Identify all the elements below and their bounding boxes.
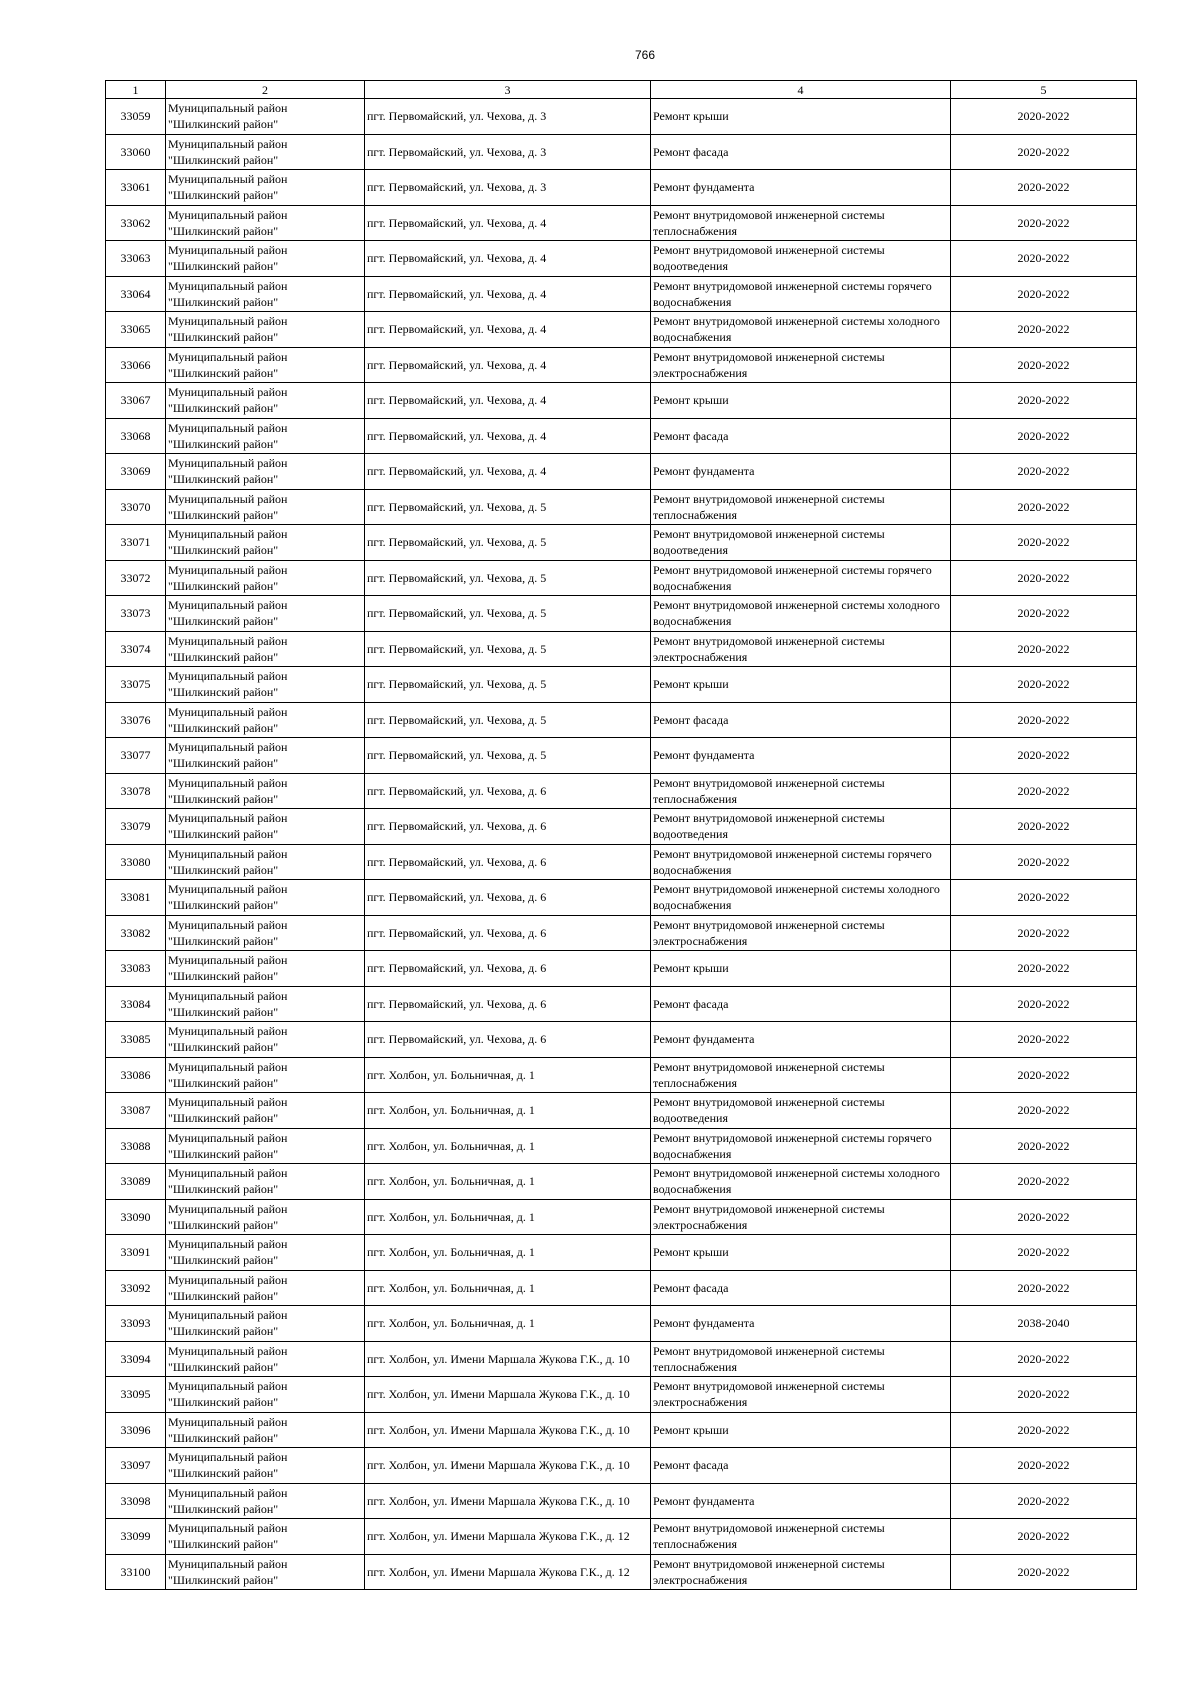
work-type-cell: Ремонт крыши [651,1412,951,1448]
table-row [106,1483,1137,1519]
work-type-cell: Ремонт внутридомовой инженерной системы водоотведения [651,241,951,277]
table-row [106,312,1137,348]
address-cell: пгт. Первомайский, ул. Чехова, д. 5 [365,667,651,703]
work-type-cell: Ремонт внутридомовой инженерной системы электроснабжения [651,1554,951,1590]
row-number: 33093 [106,1306,166,1342]
work-type-cell: Ремонт крыши [651,99,951,135]
address-cell: пгт. Холбон, ул. Имени Маршала Жукова Г.К., д. 10 [365,1483,651,1519]
term-cell: 2020-2022 [951,986,1137,1022]
work-type-cell: Ремонт внутридомовой инженерной системы электроснабжения [651,1377,951,1413]
header-row [106,81,1137,99]
work-type-cell: Ремонт внутридомовой инженерной системы теплоснабжения [651,1057,951,1093]
table-row [106,809,1137,845]
row-number: 33077 [106,738,166,774]
term-cell: 2020-2022 [951,1519,1137,1555]
address-cell: пгт. Холбон, ул. Имени Маршала Жукова Г.К., д. 10 [365,1448,651,1484]
row-number: 33095 [106,1377,166,1413]
term-cell: 2038-2040 [951,1306,1137,1342]
term-cell: 2020-2022 [951,1057,1137,1093]
row-number: 33059 [106,99,166,135]
address-cell: пгт. Первомайский, ул. Чехова, д. 5 [365,596,651,632]
address-cell: пгт. Первомайский, ул. Чехова, д. 6 [365,809,651,845]
address-cell: пгт. Холбон, ул. Больничная, д. 1 [365,1235,651,1271]
row-number: 33086 [106,1057,166,1093]
table-body [106,99,1137,1590]
term-cell: 2020-2022 [951,1341,1137,1377]
work-type-cell: Ремонт фасада [651,702,951,738]
row-number: 33076 [106,702,166,738]
column-header-1: 1 [106,81,166,99]
municipality-cell: Муниципальный район "Шилкинский район" [166,1341,365,1377]
term-cell: 2020-2022 [951,915,1137,951]
municipality-cell: Муниципальный район "Шилкинский район" [166,170,365,206]
work-type-cell: Ремонт крыши [651,383,951,419]
row-number: 33063 [106,241,166,277]
work-type-cell: Ремонт внутридомовой инженерной системы электроснабжения [651,347,951,383]
municipality-cell: Муниципальный район "Шилкинский район" [166,454,365,490]
table-row [106,1519,1137,1555]
term-cell: 2020-2022 [951,880,1137,916]
term-cell: 2020-2022 [951,489,1137,525]
address-cell: пгт. Первомайский, ул. Чехова, д. 5 [365,560,651,596]
row-number: 33074 [106,631,166,667]
work-type-cell: Ремонт крыши [651,951,951,987]
municipality-cell: Муниципальный район "Шилкинский район" [166,1128,365,1164]
row-number: 33097 [106,1448,166,1484]
municipality-cell: Муниципальный район "Шилкинский район" [166,1519,365,1555]
municipality-cell: Муниципальный район "Шилкинский район" [166,418,365,454]
table-row [106,1057,1137,1093]
term-cell: 2020-2022 [951,1554,1137,1590]
address-cell: пгт. Первомайский, ул. Чехова, д. 5 [365,702,651,738]
row-number: 33096 [106,1412,166,1448]
table-row [106,276,1137,312]
row-number: 33067 [106,383,166,419]
address-cell: пгт. Холбон, ул. Больничная, д. 1 [365,1199,651,1235]
municipality-cell: Муниципальный район "Шилкинский район" [166,134,365,170]
term-cell: 2020-2022 [951,241,1137,277]
term-cell: 2020-2022 [951,1448,1137,1484]
table-row [106,383,1137,419]
municipality-cell: Муниципальный район "Шилкинский район" [166,525,365,561]
table-row [106,134,1137,170]
row-number: 33072 [106,560,166,596]
row-number: 33091 [106,1235,166,1271]
row-number: 33079 [106,809,166,845]
work-type-cell: Ремонт внутридомовой инженерной системы электроснабжения [651,915,951,951]
table-row [106,418,1137,454]
row-number: 33092 [106,1270,166,1306]
term-cell: 2020-2022 [951,844,1137,880]
term-cell: 2020-2022 [951,1093,1137,1129]
table-row [106,596,1137,632]
term-cell: 2020-2022 [951,1377,1137,1413]
row-number: 33064 [106,276,166,312]
row-number: 33060 [106,134,166,170]
table-row [106,1448,1137,1484]
row-number: 33078 [106,773,166,809]
municipality-cell: Муниципальный район "Шилкинский район" [166,1448,365,1484]
work-type-cell: Ремонт фасада [651,134,951,170]
table-row [106,241,1137,277]
work-type-cell: Ремонт внутридомовой инженерной системы горячего водоснабжения [651,1128,951,1164]
work-type-cell: Ремонт крыши [651,1235,951,1271]
row-number: 33061 [106,170,166,206]
term-cell: 2020-2022 [951,560,1137,596]
address-cell: пгт. Первомайский, ул. Чехова, д. 6 [365,773,651,809]
address-cell: пгт. Холбон, ул. Имени Маршала Жукова Г.К., д. 10 [365,1377,651,1413]
address-cell: пгт. Первомайский, ул. Чехова, д. 6 [365,880,651,916]
table-row [106,986,1137,1022]
term-cell: 2020-2022 [951,702,1137,738]
address-cell: пгт. Первомайский, ул. Чехова, д. 5 [365,525,651,561]
work-type-cell: Ремонт внутридомовой инженерной системы холодного водоснабжения [651,596,951,632]
work-type-cell: Ремонт фундамента [651,1022,951,1058]
municipality-cell: Муниципальный район "Шилкинский район" [166,205,365,241]
municipality-cell: Муниципальный район "Шилкинский район" [166,383,365,419]
term-cell: 2020-2022 [951,418,1137,454]
table-row [106,1235,1137,1271]
work-register-table [105,80,1137,1590]
term-cell: 2020-2022 [951,631,1137,667]
address-cell: пгт. Первомайский, ул. Чехова, д. 4 [365,241,651,277]
municipality-cell: Муниципальный район "Шилкинский район" [166,1483,365,1519]
municipality-cell: Муниципальный район "Шилкинский район" [166,880,365,916]
work-type-cell: Ремонт внутридомовой инженерной системы холодного водоснабжения [651,1164,951,1200]
municipality-cell: Муниципальный район "Шилкинский район" [166,489,365,525]
term-cell: 2020-2022 [951,1270,1137,1306]
row-number: 33085 [106,1022,166,1058]
row-number: 33094 [106,1341,166,1377]
municipality-cell: Муниципальный район "Шилкинский район" [166,347,365,383]
address-cell: пгт. Первомайский, ул. Чехова, д. 4 [365,312,651,348]
address-cell: пгт. Холбон, ул. Имени Маршала Жукова Г.К., д. 12 [365,1554,651,1590]
row-number: 33087 [106,1093,166,1129]
row-number: 33081 [106,880,166,916]
work-type-cell: Ремонт внутридомовой инженерной системы водоотведения [651,525,951,561]
row-number: 33088 [106,1128,166,1164]
table-row [106,1554,1137,1590]
column-header-2: 2 [166,81,365,99]
municipality-cell: Муниципальный район "Шилкинский район" [166,1270,365,1306]
row-number: 33068 [106,418,166,454]
municipality-cell: Муниципальный район "Шилкинский район" [166,99,365,135]
address-cell: пгт. Первомайский, ул. Чехова, д. 6 [365,915,651,951]
work-type-cell: Ремонт фасада [651,986,951,1022]
term-cell: 2020-2022 [951,454,1137,490]
work-type-cell: Ремонт внутридомовой инженерной системы горячего водоснабжения [651,844,951,880]
municipality-cell: Муниципальный район "Шилкинский район" [166,1164,365,1200]
column-header-4: 4 [651,81,951,99]
municipality-cell: Муниципальный район "Шилкинский район" [166,773,365,809]
municipality-cell: Муниципальный район "Шилкинский район" [166,986,365,1022]
municipality-cell: Муниципальный район "Шилкинский район" [166,241,365,277]
row-number: 33062 [106,205,166,241]
table-row [106,170,1137,206]
row-number: 33073 [106,596,166,632]
row-number: 33099 [106,1519,166,1555]
table-row [106,525,1137,561]
table-row [106,1164,1137,1200]
address-cell: пгт. Первомайский, ул. Чехова, д. 6 [365,1022,651,1058]
address-cell: пгт. Первомайский, ул. Чехова, д. 4 [365,347,651,383]
work-type-cell: Ремонт фасада [651,418,951,454]
municipality-cell: Муниципальный район "Шилкинский район" [166,596,365,632]
row-number: 33071 [106,525,166,561]
municipality-cell: Муниципальный район "Шилкинский район" [166,1412,365,1448]
term-cell: 2020-2022 [951,1412,1137,1448]
work-type-cell: Ремонт внутридомовой инженерной системы электроснабжения [651,1199,951,1235]
term-cell: 2020-2022 [951,596,1137,632]
address-cell: пгт. Холбон, ул. Больничная, д. 1 [365,1306,651,1342]
row-number: 33100 [106,1554,166,1590]
table-row [106,1412,1137,1448]
term-cell: 2020-2022 [951,1164,1137,1200]
term-cell: 2020-2022 [951,312,1137,348]
row-number: 33080 [106,844,166,880]
term-cell: 2020-2022 [951,525,1137,561]
table-row [106,1341,1137,1377]
address-cell: пгт. Первомайский, ул. Чехова, д. 3 [365,170,651,206]
municipality-cell: Муниципальный район "Шилкинский район" [166,809,365,845]
municipality-cell: Муниципальный район "Шилкинский район" [166,1199,365,1235]
municipality-cell: Муниципальный район "Шилкинский район" [166,1022,365,1058]
municipality-cell: Муниципальный район "Шилкинский район" [166,1235,365,1271]
table-row [106,667,1137,703]
municipality-cell: Муниципальный район "Шилкинский район" [166,702,365,738]
page-number: 766 [634,48,656,62]
work-type-cell: Ремонт фундамента [651,1306,951,1342]
municipality-cell: Муниципальный район "Шилкинский район" [166,667,365,703]
address-cell: пгт. Первомайский, ул. Чехова, д. 5 [365,631,651,667]
work-type-cell: Ремонт внутридомовой инженерной системы теплоснабжения [651,1341,951,1377]
work-type-cell: Ремонт внутридомовой инженерной системы водоотведения [651,1093,951,1129]
work-type-cell: Ремонт фундамента [651,170,951,206]
address-cell: пгт. Первомайский, ул. Чехова, д. 6 [365,951,651,987]
term-cell: 2020-2022 [951,738,1137,774]
municipality-cell: Муниципальный район "Шилкинский район" [166,1554,365,1590]
term-cell: 2020-2022 [951,1483,1137,1519]
municipality-cell: Муниципальный район "Шилкинский район" [166,560,365,596]
term-cell: 2020-2022 [951,773,1137,809]
row-number: 33082 [106,915,166,951]
address-cell: пгт. Первомайский, ул. Чехова, д. 4 [365,205,651,241]
address-cell: пгт. Холбон, ул. Больничная, д. 1 [365,1270,651,1306]
work-type-cell: Ремонт фасада [651,1448,951,1484]
table-row [106,951,1137,987]
row-number: 33065 [106,312,166,348]
table-row [106,454,1137,490]
work-type-cell: Ремонт внутридомовой инженерной системы теплоснабжения [651,1519,951,1555]
table-row [106,631,1137,667]
table-row [106,1306,1137,1342]
address-cell: пгт. Первомайский, ул. Чехова, д. 5 [365,738,651,774]
table-row [106,205,1137,241]
table-row [106,347,1137,383]
table-row [106,560,1137,596]
work-type-cell: Ремонт внутридомовой инженерной системы теплоснабжения [651,489,951,525]
address-cell: пгт. Холбон, ул. Больничная, д. 1 [365,1057,651,1093]
municipality-cell: Муниципальный район "Шилкинский район" [166,1306,365,1342]
table-row [106,844,1137,880]
term-cell: 2020-2022 [951,134,1137,170]
term-cell: 2020-2022 [951,170,1137,206]
work-type-cell: Ремонт внутридомовой инженерной системы теплоснабжения [651,773,951,809]
table-row [106,1022,1137,1058]
address-cell: пгт. Первомайский, ул. Чехова, д. 3 [365,99,651,135]
table-row [106,1093,1137,1129]
table-row [106,773,1137,809]
address-cell: пгт. Первомайский, ул. Чехова, д. 4 [365,454,651,490]
table-row [106,489,1137,525]
term-cell: 2020-2022 [951,667,1137,703]
municipality-cell: Муниципальный район "Шилкинский район" [166,276,365,312]
work-type-cell: Ремонт фундамента [651,738,951,774]
address-cell: пгт. Холбон, ул. Больничная, д. 1 [365,1093,651,1129]
address-cell: пгт. Холбон, ул. Имени Маршала Жукова Г.К., д. 10 [365,1412,651,1448]
table-row [106,702,1137,738]
work-type-cell: Ремонт внутридомовой инженерной системы теплоснабжения [651,205,951,241]
address-cell: пгт. Холбон, ул. Больничная, д. 1 [365,1164,651,1200]
term-cell: 2020-2022 [951,99,1137,135]
table-row [106,99,1137,135]
municipality-cell: Муниципальный район "Шилкинский район" [166,1057,365,1093]
address-cell: пгт. Первомайский, ул. Чехова, д. 6 [365,986,651,1022]
municipality-cell: Муниципальный район "Шилкинский район" [166,844,365,880]
address-cell: пгт. Холбон, ул. Имени Маршала Жукова Г.К., д. 10 [365,1341,651,1377]
table-row [106,738,1137,774]
address-cell: пгт. Первомайский, ул. Чехова, д. 4 [365,418,651,454]
column-header-3: 3 [365,81,651,99]
address-cell: пгт. Холбон, ул. Имени Маршала Жукова Г.К., д. 12 [365,1519,651,1555]
row-number: 33069 [106,454,166,490]
municipality-cell: Муниципальный район "Шилкинский район" [166,631,365,667]
work-type-cell: Ремонт фундамента [651,1483,951,1519]
address-cell: пгт. Холбон, ул. Больничная, д. 1 [365,1128,651,1164]
municipality-cell: Муниципальный район "Шилкинский район" [166,1093,365,1129]
work-type-cell: Ремонт внутридомовой инженерной системы горячего водоснабжения [651,276,951,312]
term-cell: 2020-2022 [951,1022,1137,1058]
address-cell: пгт. Первомайский, ул. Чехова, д. 4 [365,383,651,419]
row-number: 33070 [106,489,166,525]
row-number: 33083 [106,951,166,987]
work-type-cell: Ремонт внутридомовой инженерной системы электроснабжения [651,631,951,667]
row-number: 33089 [106,1164,166,1200]
term-cell: 2020-2022 [951,205,1137,241]
term-cell: 2020-2022 [951,809,1137,845]
table-row [106,1128,1137,1164]
work-type-cell: Ремонт внутридомовой инженерной системы горячего водоснабжения [651,560,951,596]
table-row [106,915,1137,951]
term-cell: 2020-2022 [951,1128,1137,1164]
table-row [106,1270,1137,1306]
work-type-cell: Ремонт фасада [651,1270,951,1306]
work-type-cell: Ремонт внутридомовой инженерной системы водоотведения [651,809,951,845]
row-number: 33084 [106,986,166,1022]
column-header-5: 5 [951,81,1137,99]
row-number: 33098 [106,1483,166,1519]
term-cell: 2020-2022 [951,951,1137,987]
work-type-cell: Ремонт внутридомовой инженерной системы холодного водоснабжения [651,312,951,348]
work-type-cell: Ремонт фундамента [651,454,951,490]
municipality-cell: Муниципальный район "Шилкинский район" [166,312,365,348]
address-cell: пгт. Первомайский, ул. Чехова, д. 3 [365,134,651,170]
term-cell: 2020-2022 [951,1235,1137,1271]
municipality-cell: Муниципальный район "Шилкинский район" [166,738,365,774]
row-number: 33066 [106,347,166,383]
table-row [106,1377,1137,1413]
term-cell: 2020-2022 [951,347,1137,383]
municipality-cell: Муниципальный район "Шилкинский район" [166,1377,365,1413]
address-cell: пгт. Первомайский, ул. Чехова, д. 6 [365,844,651,880]
municipality-cell: Муниципальный район "Шилкинский район" [166,915,365,951]
work-type-cell: Ремонт внутридомовой инженерной системы холодного водоснабжения [651,880,951,916]
term-cell: 2020-2022 [951,383,1137,419]
table-row [106,1199,1137,1235]
address-cell: пгт. Первомайский, ул. Чехова, д. 5 [365,489,651,525]
table-header [106,81,1137,99]
term-cell: 2020-2022 [951,1199,1137,1235]
row-number: 33075 [106,667,166,703]
term-cell: 2020-2022 [951,276,1137,312]
row-number: 33090 [106,1199,166,1235]
municipality-cell: Муниципальный район "Шилкинский район" [166,951,365,987]
work-type-cell: Ремонт крыши [651,667,951,703]
address-cell: пгт. Первомайский, ул. Чехова, д. 4 [365,276,651,312]
table-row [106,880,1137,916]
